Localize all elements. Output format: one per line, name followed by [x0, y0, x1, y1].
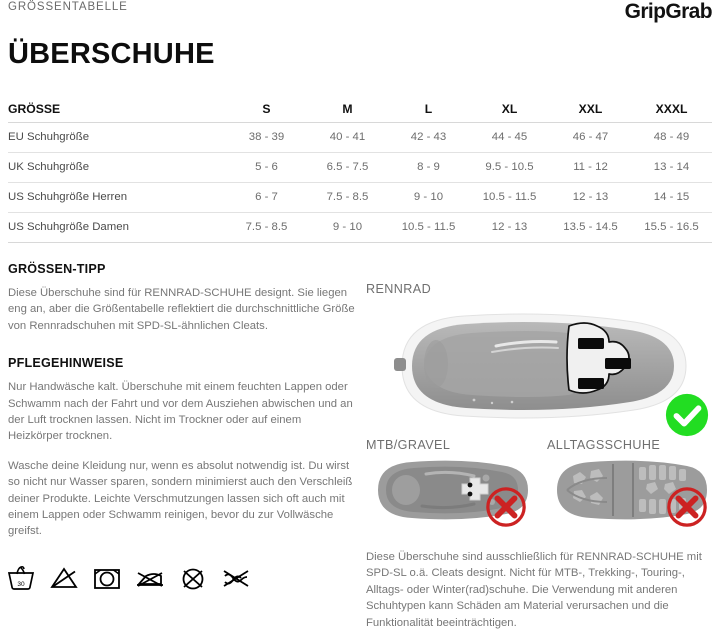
table-header-s: S [226, 96, 307, 122]
table-header-m: M [307, 96, 388, 122]
cell-value: 7.5 - 8.5 [307, 182, 388, 212]
row-label: US Schuhgröße Herren [8, 182, 226, 212]
casual-shoe-image [547, 454, 714, 526]
incompatible-cross-badge [485, 486, 527, 528]
care-paragraph-1: Nur Handwäsche kalt. Überschuhe mit einem feuchten Lappen oder Schwamm nach der Fahrt und vor dem Ausziehen abwischen und an der Luft trocknen lassen. Nicht im Trockner oder auf einem Heizkörper trocknen. [8, 381, 353, 443]
do-not-iron-icon [135, 565, 165, 591]
compatible-check-badge [664, 392, 710, 438]
cell-value: 9.5 - 10.5 [469, 152, 550, 182]
cell-value: 11 - 12 [550, 152, 631, 182]
table-header-size: GRÖSSE [8, 96, 226, 122]
tumble-dry-icon [92, 565, 122, 591]
care-title: PFLEGEHINWEISE [8, 356, 124, 371]
incompatible-cross-badge [666, 486, 708, 528]
cell-value: 42 - 43 [388, 122, 469, 152]
brand-logo: GripGrab [624, 0, 712, 23]
mtb-shoe-image [366, 454, 533, 526]
cell-value: 9 - 10 [388, 182, 469, 212]
do-not-dry-clean-icon [178, 565, 208, 591]
cell-value: 10.5 - 11.5 [388, 212, 469, 242]
table-header-l: L [388, 96, 469, 122]
road-sole-illustration [366, 302, 714, 430]
casual-shoe-figure [547, 438, 714, 526]
hand-wash-30-icon [6, 565, 36, 591]
compatibility-column [366, 280, 714, 526]
mtb-shoe-figure [366, 438, 533, 526]
sizing-tip-text: Diese Überschuhe sind für RENNRAD-SCHUHE designt. Sie liegen eng an, aber die Größentabelle reflektiert die durchschnittliche Größe von Rennradschuhen mit SPD-SL-ähnlichen Cleats. [8, 287, 355, 332]
road-shoe-label: RENNRAD [366, 282, 432, 296]
compatibility-disclaimer: Diese Überschuhe sind ausschließlich für RENNRAD-SCHUHE mit SPD-SL o.ä. Cleats designt. Nicht für MTB-, Trekking-, Touring-, Alltags- oder Winter(rad)schuhe. Die Verwendung mit anderen Schuhtypen kann Schäden am Material verursachen und die Funktionalität beeinträchtigen. [366, 551, 702, 629]
do-not-bleach-icon [49, 565, 79, 591]
size-table-header [8, 96, 712, 122]
page-title: ÜBERSCHUHE [8, 38, 215, 70]
incompatible-figures-row [366, 438, 714, 526]
section-spacer [8, 334, 358, 356]
care-symbols-row [6, 565, 251, 591]
cell-value: 12 - 13 [469, 212, 550, 242]
do-not-wring-icon [221, 565, 251, 591]
cell-value: 12 - 13 [550, 182, 631, 212]
cell-value: 10.5 - 11.5 [469, 182, 550, 212]
cell-value: 46 - 47 [550, 122, 631, 152]
table-header-xxl: XXL [550, 96, 631, 122]
table-row [8, 152, 712, 182]
table-row [8, 182, 712, 212]
cell-value: 38 - 39 [226, 122, 307, 152]
road-shoe-image [366, 302, 714, 432]
cell-value: 6.5 - 7.5 [307, 152, 388, 182]
cell-value: 14 - 15 [631, 182, 712, 212]
cell-value: 15.5 - 16.5 [631, 212, 712, 242]
table-header-row [8, 96, 712, 122]
care-paragraph-2: Wasche deine Kleidung nur, wenn es absolut notwendig ist. Du wirst so nicht nur Wasser sparen, sondern minimierst auch den Verschleiß deiner Produkte. Leichte Verschmutzungen lassen sich oft auch mit einem Lappen oder Schwamm reinigen, bevor du zur Vollwäsche greifst. [8, 459, 353, 538]
cell-value: 7.5 - 8.5 [226, 212, 307, 242]
cell-value: 13.5 - 14.5 [550, 212, 631, 242]
size-table [8, 96, 712, 243]
sizing-tip-title: GRÖSSEN-TIPP [8, 262, 106, 276]
cell-value: 13 - 14 [631, 152, 712, 182]
table-row [8, 212, 712, 242]
table-header-xxxl: XXXL [631, 96, 712, 122]
casual-shoe-label: ALLTAGSSCHUHE [547, 438, 661, 452]
row-label: UK Schuhgröße [8, 152, 226, 182]
cell-value: 6 - 7 [226, 182, 307, 212]
svg-text:30: 30 [17, 581, 25, 588]
row-label: EU Schuhgröße [8, 122, 226, 152]
cell-value: 9 - 10 [307, 212, 388, 242]
cell-value: 48 - 49 [631, 122, 712, 152]
cell-value: 5 - 6 [226, 152, 307, 182]
table-row [8, 122, 712, 152]
left-info-column [8, 262, 358, 540]
document-eyebrow: GRÖSSENTABELLE [8, 1, 128, 13]
size-table-body [8, 122, 712, 242]
cell-value: 40 - 41 [307, 122, 388, 152]
mtb-shoe-label: MTB/GRAVEL [366, 438, 451, 452]
road-shoe-figure [366, 280, 714, 432]
row-label: US Schuhgröße Damen [8, 212, 226, 242]
cell-value: 44 - 45 [469, 122, 550, 152]
table-header-xl: XL [469, 96, 550, 122]
cell-value: 8 - 9 [388, 152, 469, 182]
